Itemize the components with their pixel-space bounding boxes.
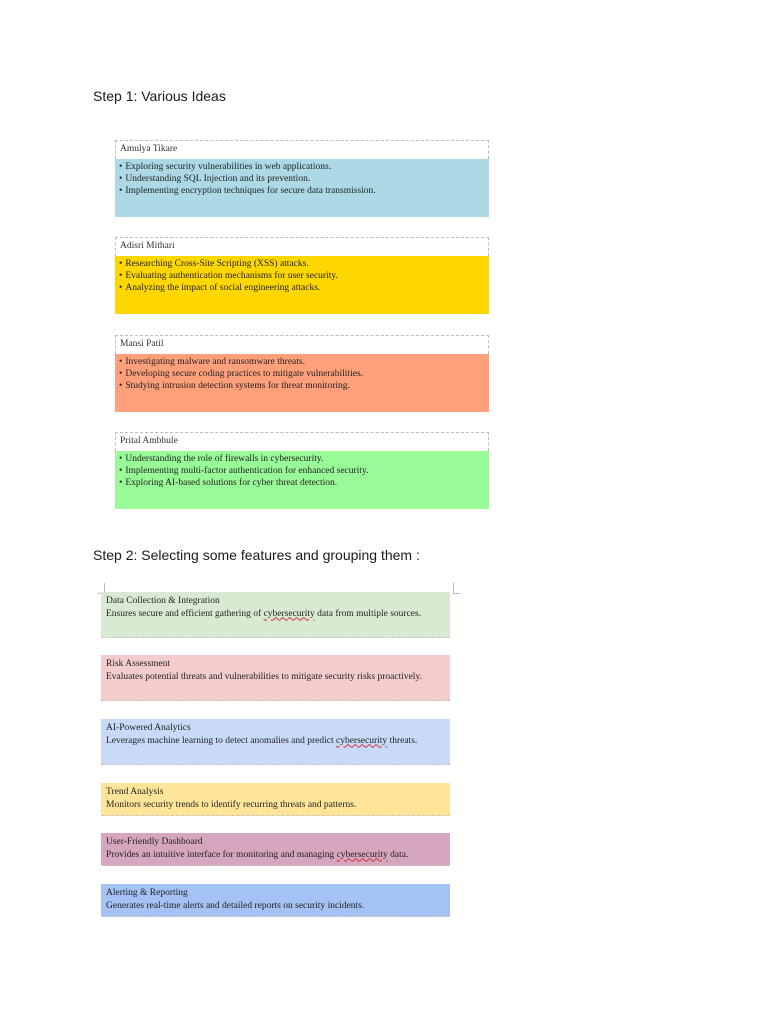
feature-description: Ensures secure and efficient gathering of cybersecurity data from multiple sources. [106, 608, 422, 619]
person-name: Adisri Mithari [115, 237, 489, 256]
feature-card [101, 884, 450, 917]
idea-item: • Exploring AI-based solutions for cyber threat detection. [119, 477, 489, 489]
person-name: Prital Ambhule [115, 432, 489, 451]
feature-title: Data Collection & Integration [106, 596, 220, 606]
idea-card-mansi [115, 335, 489, 412]
feature-description: Generates real-time alerts and detailed reports on security incidents. [106, 900, 365, 911]
spellcheck-word[interactable]: cybersecurity [336, 849, 388, 860]
feature-description: Evaluates potential threats and vulnerabilities to mitigate security risks proactively. [106, 671, 422, 682]
feature-title: Alerting & Reporting [106, 888, 188, 898]
text-boundary-mark [453, 583, 460, 594]
feature-title: Risk Assessment [106, 659, 171, 669]
idea-item: • Investigating malware and ransomware threats. [119, 356, 489, 368]
idea-card-prital [115, 432, 489, 509]
idea-card-amulya [115, 140, 489, 217]
step2-heading: Step 2: Selecting some features and grouping them : [93, 547, 420, 563]
person-name: Amulya Tikare [115, 140, 489, 159]
step1-heading: Step 1: Various Ideas [93, 88, 226, 104]
idea-item: • Developing secure coding practices to mitigate vulnerabilities. [119, 368, 489, 380]
feature-description: Provides an intuitive interface for monitoring and managing cybersecurity data. [106, 849, 409, 860]
idea-item: • Understanding SQL Injection and its prevention. [119, 173, 489, 185]
idea-item: • Evaluating authentication mechanisms for user security. [119, 270, 489, 282]
feature-title: Trend Analysis [106, 787, 164, 797]
feature-description: Leverages machine learning to detect anomalies and predict cybersecurity threats. [106, 735, 418, 746]
feature-card [101, 719, 450, 765]
idea-list [115, 451, 489, 509]
person-name: Mansi Patil [115, 335, 489, 354]
feature-card [101, 833, 450, 866]
idea-list [115, 256, 489, 314]
idea-item: • Analyzing the impact of social engineering attacks. [119, 282, 489, 294]
feature-title: User-Friendly Dashboard [106, 837, 203, 847]
idea-item: • Implementing encryption techniques for secure data transmission. [119, 185, 489, 197]
spellcheck-word[interactable]: cybersecurity [336, 735, 388, 746]
idea-item: • Implementing multi-factor authentication for enhanced security. [119, 465, 489, 477]
idea-item: • Studying intrusion detection systems for threat monitoring. [119, 380, 489, 392]
feature-card [101, 592, 450, 638]
idea-card-adisri [115, 237, 489, 314]
feature-title: AI-Powered Analytics [106, 723, 191, 733]
feature-card [101, 783, 450, 816]
spellcheck-word[interactable]: cybersecurity [263, 608, 315, 619]
idea-item: • Understanding the role of firewalls in cybersecurity. [119, 453, 489, 465]
idea-item: • Exploring security vulnerabilities in web applications. [119, 161, 489, 173]
idea-list [115, 354, 489, 412]
feature-card [101, 655, 450, 701]
idea-item: • Researching Cross-Site Scripting (XSS) attacks. [119, 258, 489, 270]
feature-description: Monitors security trends to identify recurring threats and patterns. [106, 799, 357, 810]
idea-list [115, 159, 489, 217]
